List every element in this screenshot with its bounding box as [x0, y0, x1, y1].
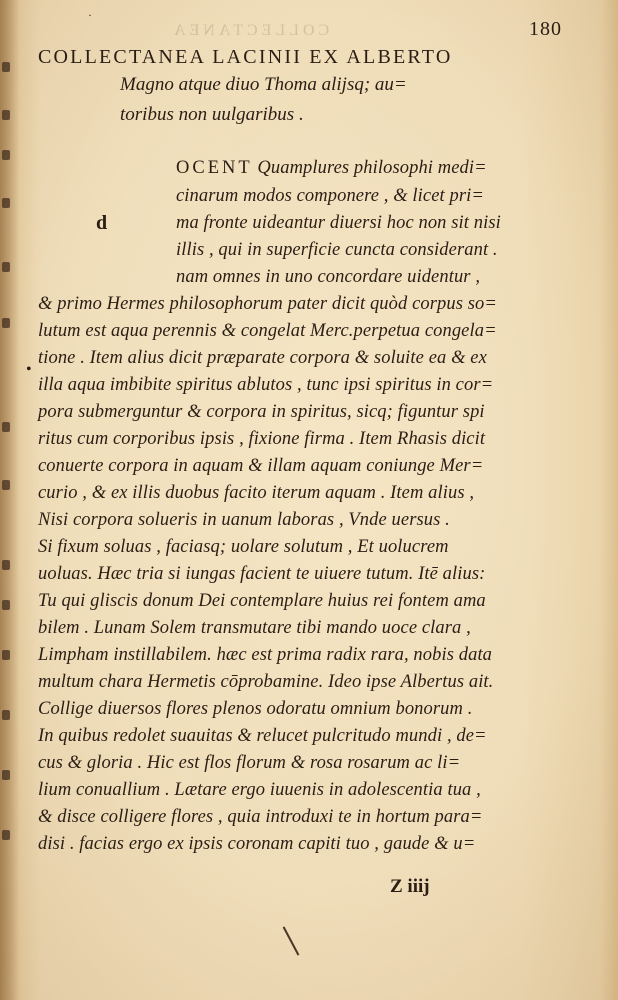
- body-line: & disce colligere flores , quia introduxi te in hortum para=: [38, 807, 483, 827]
- body-line: nam omnes in uno concordare uidentur ,: [176, 267, 481, 287]
- edge-mark: [2, 62, 10, 72]
- body-line: Si fixum soluas , faciasq; uolare solutum , Et uolucrem: [38, 537, 449, 557]
- edge-mark: [2, 830, 10, 840]
- body-line: bilem . Lunam Solem transmutare tibi mando uoce clara ,: [38, 618, 471, 638]
- edge-mark: [2, 770, 10, 780]
- marginal-letter: d: [96, 212, 108, 234]
- running-title: COLLECTANEA LACINII EX ALBERTO: [38, 46, 453, 68]
- margin-bullet: •: [26, 361, 32, 378]
- edge-mark: [2, 110, 10, 120]
- edge-mark: [2, 262, 10, 272]
- body-line-1: [176, 158, 487, 179]
- body-line: In quibus redolet suauitas & relucet pulcritudo mundi , de=: [38, 726, 487, 746]
- body-line: curio , & ex illis duobus facito iterum aquam . Item alius ,: [38, 483, 475, 503]
- body-line: Nisi corpora solueris in uanum laboras , Vnde uersus .: [38, 510, 450, 530]
- edge-mark: [2, 480, 10, 490]
- body-line: tione . Item alius dicit præparate corpora & soluite ea & ex: [38, 348, 487, 368]
- edge-mark: [2, 650, 10, 660]
- subtitle-line: toribus non uulgaribus .: [120, 104, 304, 125]
- signature-mark: Z iiij: [390, 876, 430, 897]
- body-line: & primo Hermes philosophorum pater dicit quòd corpus so=: [38, 294, 497, 314]
- body-line: cinarum modos componere , & licet pri=: [176, 186, 484, 206]
- body-line: Collige diuersos flores plenos odoratu omnium bonorum .: [38, 699, 473, 719]
- print-speck: ·: [88, 8, 92, 22]
- edge-mark: [2, 198, 10, 208]
- bleed-through-text: COLLECTANEA: [170, 22, 330, 39]
- edge-mark: [2, 150, 10, 160]
- edge-mark: [2, 560, 10, 570]
- edge-mark: [2, 318, 10, 328]
- edge-mark: [2, 710, 10, 720]
- body-line: Limpham instillabilem. hæc est prima radix rara, nobis data: [38, 645, 493, 665]
- body-line: pora submerguntur & corpora in spiritus, sicq; figuntur spi: [38, 402, 485, 422]
- body-line: illa aqua imbibite spiritus ablutos , tunc ipsi spiritus in cor=: [38, 375, 494, 395]
- opening-word: OCENT: [176, 158, 253, 178]
- page-number: 180: [529, 18, 562, 40]
- subtitle-line: Magno atque diuo Thoma alijsq; au=: [120, 74, 407, 95]
- body-line: multum chara Hermetis cōprobamine. Ideo ipse Albertus ait.: [38, 672, 494, 692]
- body-line: Tu qui gliscis donum Dei contemplare huius rei fontem ama: [38, 591, 486, 611]
- stray-ink-stroke: [283, 926, 300, 955]
- edge-mark: [2, 422, 10, 432]
- body-line: conuerte corpora in aquam & illam aquam coniunge Mer=: [38, 456, 484, 476]
- body-line: lium conuallium . Lætare ergo iuuenis in adolescentia tua ,: [38, 780, 481, 800]
- body-line: ritus cum corporibus ipsis , fixione firma . Item Rhasis dicit: [38, 429, 486, 449]
- body-line: lutum est aqua perennis & congelat Merc.perpetua congela=: [38, 321, 497, 341]
- body-line: cus & gloria . Hic est flos florum & rosa rosarum ac li=: [38, 753, 461, 773]
- body-line: uoluas. Hæc tria si iungas facient te uiuere tutum. Itē alius:: [38, 564, 486, 584]
- body-line: ma fronte uideantur diuersi hoc non sit nisi: [176, 213, 501, 233]
- body-line: illis , qui in superficie cuncta considerant .: [176, 240, 498, 260]
- body-line: disi . facias ergo ex ipsis coronam capiti tuo , gaude & u=: [38, 834, 476, 854]
- edge-mark: [2, 600, 10, 610]
- body-line-text: Quamplures philosophi medi=: [257, 158, 487, 178]
